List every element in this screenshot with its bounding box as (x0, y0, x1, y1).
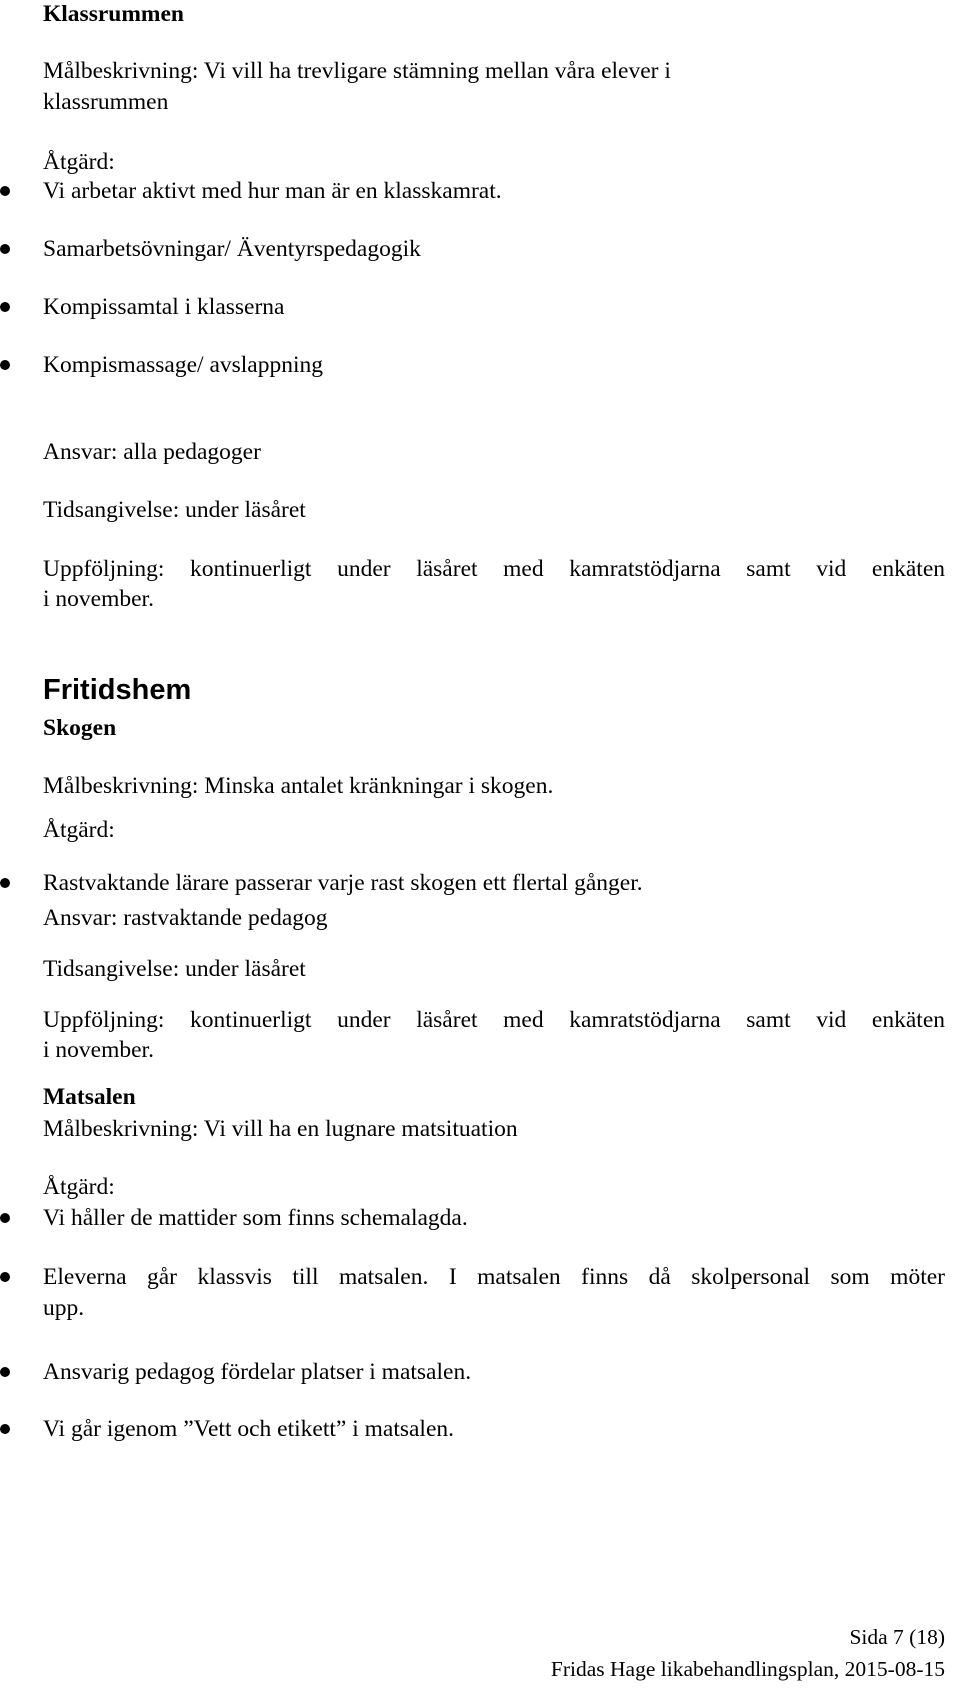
bullet-icon (0, 1424, 10, 1434)
responsible-text: Ansvar: rastvaktande pedagog (43, 905, 328, 931)
goal-text-line1: Målbeskrivning: Vi vill ha trevligare stämning mellan våra elever i (43, 58, 671, 84)
timing-text: Tidsangivelse: under läsåret (43, 956, 306, 982)
list-item-text: Samarbetsövningar/ Äventyrspedagogik (43, 236, 421, 262)
bullet-icon (0, 244, 10, 254)
list-item-text: Eleverna går klassvis till matsalen. I matsalen finns då skolpersonal som möter (43, 1264, 945, 1290)
list-item-text: Vi håller de mattider som finns schemalagda. (43, 1205, 468, 1231)
page-number: Sida 7 (18) (849, 1625, 945, 1649)
goal-text-line2: klassrummen (43, 89, 169, 115)
bullet-icon (0, 302, 10, 312)
bullet-icon (0, 1272, 10, 1282)
action-label: Åtgärd: (43, 1174, 115, 1200)
list-item-text: Kompismassage/ avslappning (43, 352, 324, 378)
subsection-heading-skogen: Skogen (43, 715, 117, 741)
list-item-text: Kompissamtal i klasserna (43, 294, 285, 320)
followup-text-line2: i november. (43, 586, 154, 612)
responsible-text: Ansvar: alla pedagoger (43, 439, 261, 465)
section-heading-fritidshem: Fritidshem (43, 674, 192, 706)
followup-text-line1: Uppföljning: kontinuerligt under läsåret med kamratstödjarna samt vid enkäten (43, 556, 945, 582)
bullet-icon (0, 360, 10, 370)
followup-text-line2: i november. (43, 1037, 154, 1063)
list-item-text: Vi går igenom ”Vett och etikett” i matsalen. (43, 1416, 455, 1442)
action-label: Åtgärd: (43, 817, 115, 843)
list-item-text: Vi arbetar aktivt med hur man är en klasskamrat. (43, 178, 502, 204)
bullet-icon (0, 186, 10, 196)
bullet-icon (0, 1213, 10, 1223)
section-heading-klassrummen: Klassrummen (43, 1, 184, 27)
bullet-icon (0, 878, 10, 888)
subsection-heading-matsalen: Matsalen (43, 1084, 136, 1110)
bullet-icon (0, 1367, 10, 1377)
goal-text: Målbeskrivning: Vi vill ha en lugnare matsituation (43, 1116, 518, 1142)
document-footer: Fridas Hage likabehandlingsplan, 2015-08-15 (550, 1657, 945, 1681)
followup-text-line1: Uppföljning: kontinuerligt under läsåret med kamratstödjarna samt vid enkäten (43, 1007, 945, 1033)
goal-text: Målbeskrivning: Minska antalet kränkningar i skogen. (43, 773, 554, 799)
list-item-text: Ansvarig pedagog fördelar platser i matsalen. (43, 1359, 472, 1385)
list-item-text: Rastvaktande lärare passerar varje rast skogen ett flertal gånger. (43, 870, 643, 896)
list-item-text: upp. (43, 1295, 85, 1321)
timing-text: Tidsangivelse: under läsåret (43, 497, 306, 523)
action-label: Åtgärd: (43, 149, 115, 175)
